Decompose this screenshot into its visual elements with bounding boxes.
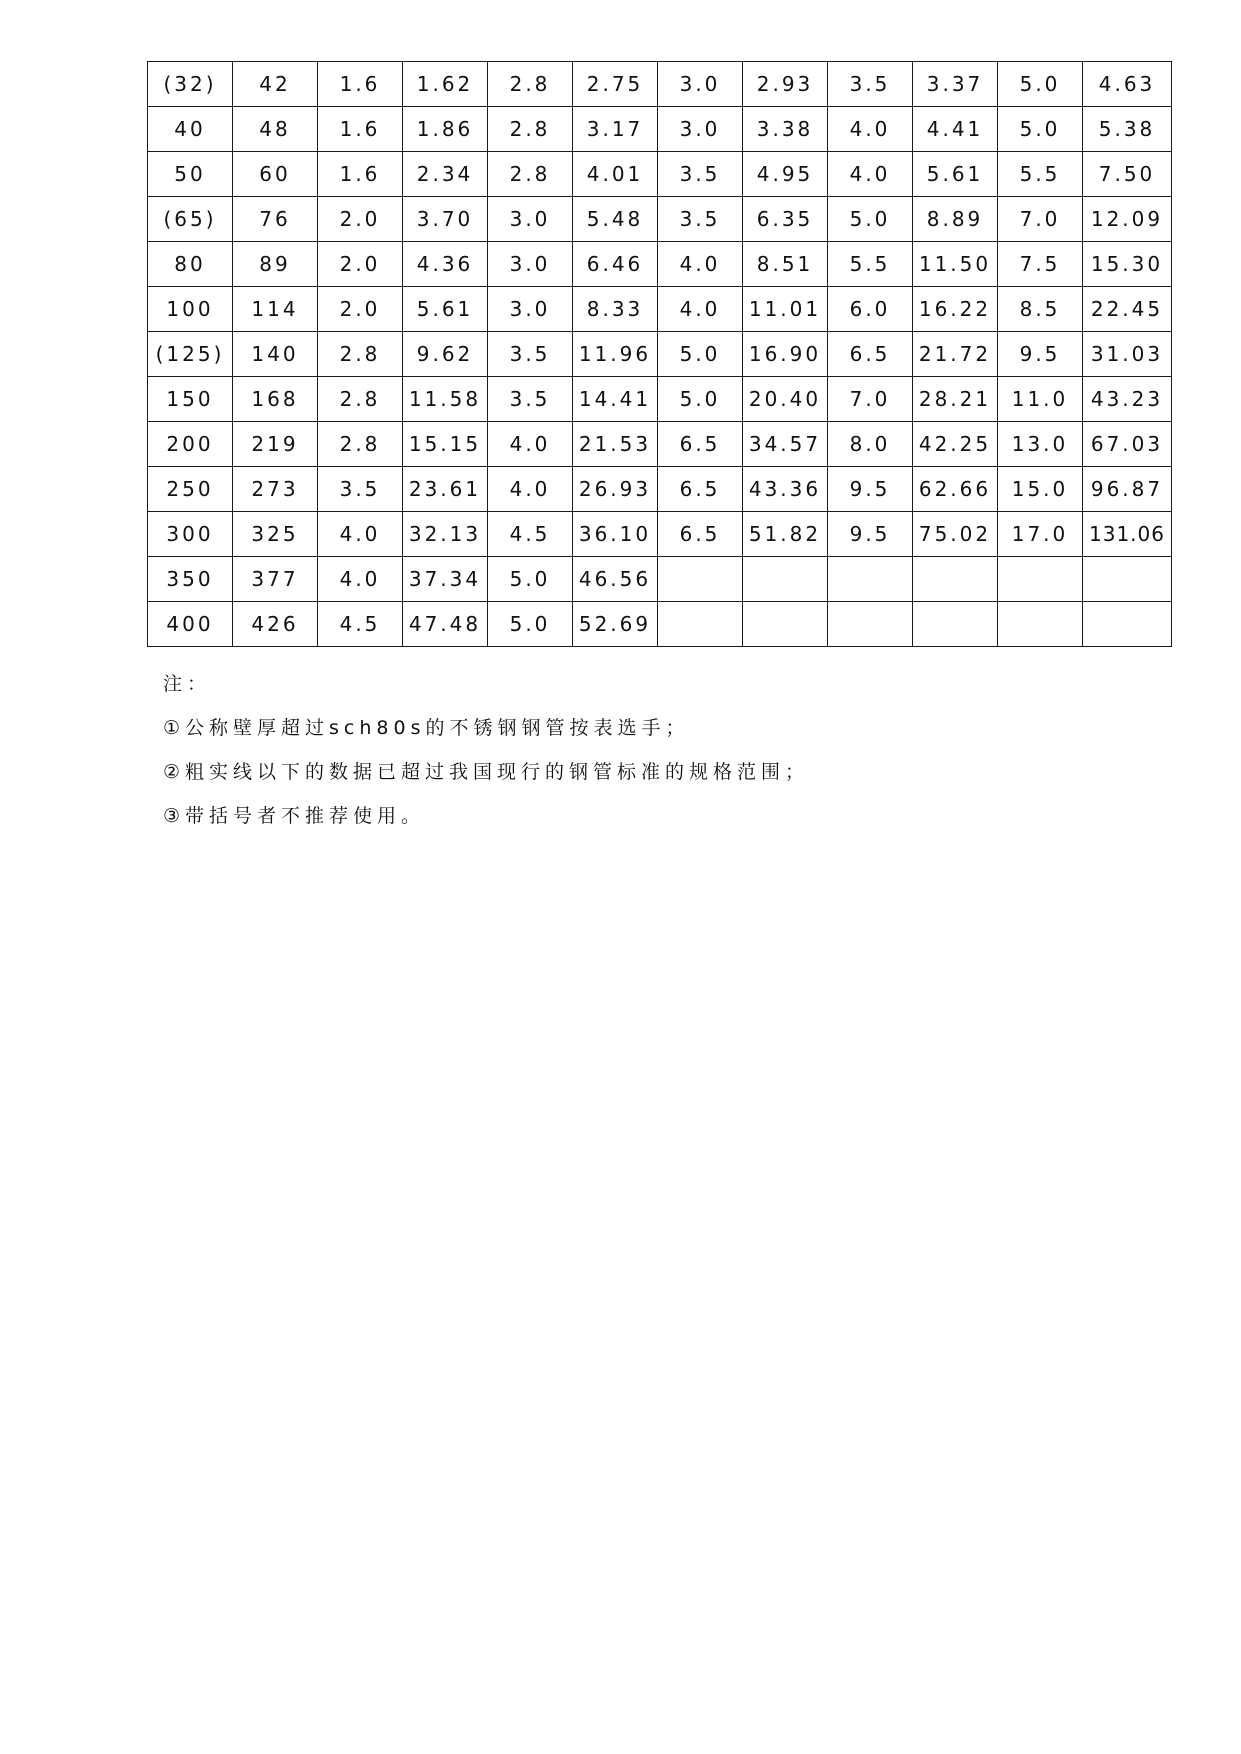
table-cell: 5.0: [828, 197, 913, 242]
table-cell: 3.5: [828, 62, 913, 107]
table-cell: [913, 602, 998, 647]
table-cell: 2.8: [488, 107, 573, 152]
table-cell: 4.63: [1083, 62, 1172, 107]
table-cell: 3.5: [658, 197, 743, 242]
table-cell: 3.0: [488, 287, 573, 332]
table-cell: 1.6: [318, 107, 403, 152]
table-cell: 6.5: [828, 332, 913, 377]
table-cell: 23.61: [403, 467, 488, 512]
table-cell: 2.34: [403, 152, 488, 197]
table-cell: 5.0: [658, 377, 743, 422]
table-cell: 11.0: [998, 377, 1083, 422]
table-cell: 5.61: [913, 152, 998, 197]
table-cell: 7.0: [828, 377, 913, 422]
table-cell: 1.6: [318, 152, 403, 197]
table-cell: 2.8: [488, 152, 573, 197]
table-cell: 32.13: [403, 512, 488, 557]
table-row: [148, 152, 1172, 197]
table-row: [148, 422, 1172, 467]
table-cell: 2.75: [573, 62, 658, 107]
table-cell: [658, 602, 743, 647]
table-cell: [828, 602, 913, 647]
table-cell: 11.50: [913, 242, 998, 287]
table-cell: 300: [148, 512, 233, 557]
table-cell: 26.93: [573, 467, 658, 512]
table-cell: 52.69: [573, 602, 658, 647]
table-cell: 6.5: [658, 422, 743, 467]
table-cell: 2.8: [318, 332, 403, 377]
note-item-3: ③带括号者不推荐使用。: [163, 805, 426, 827]
table-cell: 131.06: [1083, 512, 1172, 557]
table-cell: 4.0: [488, 422, 573, 467]
table-cell: 8.0: [828, 422, 913, 467]
note-item-1: ①公称壁厚超过sch80s的不锈钢钢管按表选手；: [163, 717, 690, 739]
table-cell: 140: [233, 332, 318, 377]
table-cell: 5.5: [998, 152, 1083, 197]
table-cell: 426: [233, 602, 318, 647]
table-cell: 219: [233, 422, 318, 467]
table-cell: (32): [148, 62, 233, 107]
table-cell: 89: [233, 242, 318, 287]
table-cell: 4.0: [658, 242, 743, 287]
table-cell: 5.5: [828, 242, 913, 287]
table-cell: 31.03: [1083, 332, 1172, 377]
table-cell: 8.51: [743, 242, 828, 287]
table-row: [148, 242, 1172, 287]
table-cell: 1.86: [403, 107, 488, 152]
table-cell: 3.70: [403, 197, 488, 242]
table-cell: 325: [233, 512, 318, 557]
table-cell: 22.45: [1083, 287, 1172, 332]
table-cell: 60: [233, 152, 318, 197]
table-cell: 9.5: [998, 332, 1083, 377]
table-cell: 3.5: [488, 332, 573, 377]
table-row: [148, 287, 1172, 332]
table-cell: [1083, 602, 1172, 647]
table-cell: [743, 557, 828, 602]
table-cell: [913, 557, 998, 602]
table-cell: 200: [148, 422, 233, 467]
table-cell: 28.21: [913, 377, 998, 422]
pipe-spec-table: [147, 61, 1172, 647]
note-item-2: ②粗实线以下的数据已超过我国现行的钢管标准的规格范围；: [163, 761, 810, 783]
table-cell: 3.5: [658, 152, 743, 197]
table-cell: 5.38: [1083, 107, 1172, 152]
table-cell: 114: [233, 287, 318, 332]
table-cell: 5.61: [403, 287, 488, 332]
table-cell: 40: [148, 107, 233, 152]
table-cell: 96.87: [1083, 467, 1172, 512]
table-cell: (125): [148, 332, 233, 377]
table-cell: (65): [148, 197, 233, 242]
table-row: [148, 512, 1172, 557]
table-cell: 5.0: [998, 62, 1083, 107]
table-cell: 3.38: [743, 107, 828, 152]
table-cell: 2.93: [743, 62, 828, 107]
table-cell: 11.58: [403, 377, 488, 422]
table-cell: 2.0: [318, 242, 403, 287]
table-row: [148, 467, 1172, 512]
table-cell: 3.5: [488, 377, 573, 422]
notes-heading: 注：: [163, 673, 212, 695]
table-cell: 47.48: [403, 602, 488, 647]
table-cell: 5.0: [488, 602, 573, 647]
table-cell: 48: [233, 107, 318, 152]
table-cell: 3.5: [318, 467, 403, 512]
table-cell: 21.53: [573, 422, 658, 467]
table-cell: 15.0: [998, 467, 1083, 512]
table-cell: 4.95: [743, 152, 828, 197]
table-cell: 62.66: [913, 467, 998, 512]
table-cell: 67.03: [1083, 422, 1172, 467]
table-cell: [658, 557, 743, 602]
table-cell: 13.0: [998, 422, 1083, 467]
table-cell: 2.8: [318, 422, 403, 467]
table-cell: 4.5: [488, 512, 573, 557]
table-cell: 1.62: [403, 62, 488, 107]
table-cell: 7.5: [998, 242, 1083, 287]
table-cell: 34.57: [743, 422, 828, 467]
table-cell: 43.23: [1083, 377, 1172, 422]
table-cell: 3.0: [488, 242, 573, 287]
notes-section: [163, 662, 809, 838]
table-cell: 36.10: [573, 512, 658, 557]
table-cell: 5.0: [998, 107, 1083, 152]
table-cell: 75.02: [913, 512, 998, 557]
table-cell: 4.0: [828, 107, 913, 152]
table-cell: 16.22: [913, 287, 998, 332]
table-cell: 43.36: [743, 467, 828, 512]
table-cell: 50: [148, 152, 233, 197]
table-cell: 5.48: [573, 197, 658, 242]
table-cell: 273: [233, 467, 318, 512]
table-cell: 1.6: [318, 62, 403, 107]
table-cell: 400: [148, 602, 233, 647]
table-cell: 9.62: [403, 332, 488, 377]
table-cell: 6.5: [658, 512, 743, 557]
table-cell: 12.09: [1083, 197, 1172, 242]
table-cell: 15.15: [403, 422, 488, 467]
table-cell: 3.17: [573, 107, 658, 152]
table-row: [148, 332, 1172, 377]
table-cell: 3.37: [913, 62, 998, 107]
table-cell: 14.41: [573, 377, 658, 422]
table-cell: 4.0: [658, 287, 743, 332]
table-cell: 5.0: [658, 332, 743, 377]
table-row: [148, 197, 1172, 242]
table-cell: 15.30: [1083, 242, 1172, 287]
table-cell: 20.40: [743, 377, 828, 422]
table-cell: 4.0: [828, 152, 913, 197]
table-cell: 377: [233, 557, 318, 602]
table-cell: 4.0: [318, 512, 403, 557]
table-cell: 7.0: [998, 197, 1083, 242]
table-row: [148, 377, 1172, 422]
table-row: [148, 107, 1172, 152]
table-cell: 6.46: [573, 242, 658, 287]
table-row: [148, 557, 1172, 602]
table-cell: [998, 602, 1083, 647]
table-cell: 11.96: [573, 332, 658, 377]
table-cell: 4.36: [403, 242, 488, 287]
table-cell: 46.56: [573, 557, 658, 602]
table-cell: 6.5: [658, 467, 743, 512]
table-cell: 250: [148, 467, 233, 512]
table-cell: 8.5: [998, 287, 1083, 332]
table-cell: 2.8: [318, 377, 403, 422]
table-cell: 4.5: [318, 602, 403, 647]
table-cell: 2.0: [318, 287, 403, 332]
table-cell: 9.5: [828, 467, 913, 512]
table-cell: 6.35: [743, 197, 828, 242]
table-cell: 80: [148, 242, 233, 287]
table-cell: 16.90: [743, 332, 828, 377]
table-cell: 21.72: [913, 332, 998, 377]
table-cell: 168: [233, 377, 318, 422]
table-cell: [998, 557, 1083, 602]
table-cell: 11.01: [743, 287, 828, 332]
table-cell: 4.41: [913, 107, 998, 152]
table-cell: 4.0: [318, 557, 403, 602]
table-cell: 350: [148, 557, 233, 602]
table-cell: 6.0: [828, 287, 913, 332]
table-cell: [828, 557, 913, 602]
table-cell: 2.8: [488, 62, 573, 107]
table-cell: 150: [148, 377, 233, 422]
table-cell: 4.01: [573, 152, 658, 197]
table-cell: 9.5: [828, 512, 913, 557]
table-cell: 37.34: [403, 557, 488, 602]
table-cell: 2.0: [318, 197, 403, 242]
table-cell: 4.0: [488, 467, 573, 512]
table-cell: [743, 602, 828, 647]
table-cell: 8.33: [573, 287, 658, 332]
table-row: [148, 62, 1172, 107]
table-body: [148, 62, 1172, 647]
table-cell: [1083, 557, 1172, 602]
table-row: [148, 602, 1172, 647]
table-cell: 76: [233, 197, 318, 242]
table-cell: 7.50: [1083, 152, 1172, 197]
table-cell: 3.0: [658, 62, 743, 107]
table-cell: 51.82: [743, 512, 828, 557]
table-cell: 42: [233, 62, 318, 107]
table-cell: 5.0: [488, 557, 573, 602]
table-cell: 8.89: [913, 197, 998, 242]
table-cell: 17.0: [998, 512, 1083, 557]
table-cell: 42.25: [913, 422, 998, 467]
table-cell: 3.0: [488, 197, 573, 242]
table-cell: 3.0: [658, 107, 743, 152]
table-cell: 100: [148, 287, 233, 332]
